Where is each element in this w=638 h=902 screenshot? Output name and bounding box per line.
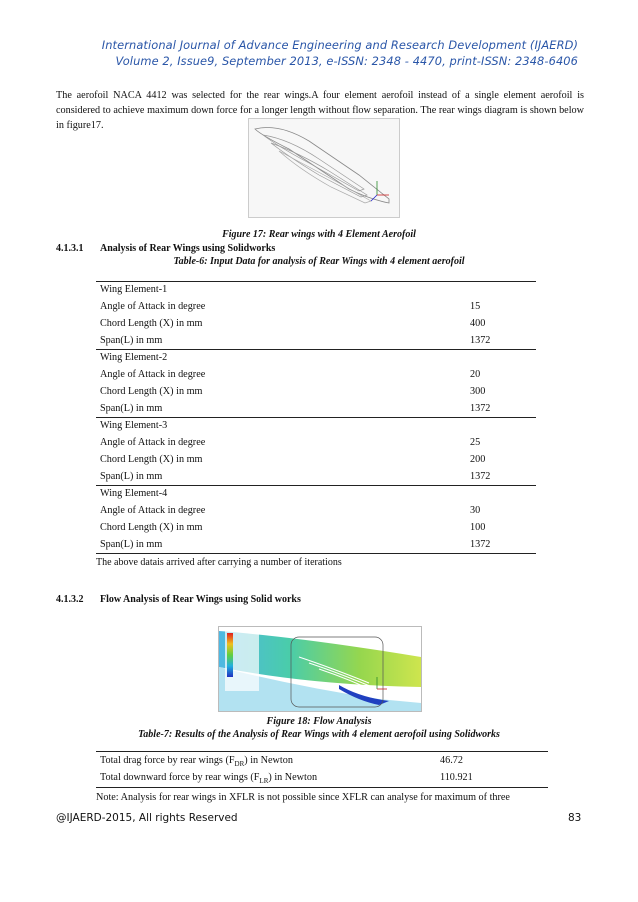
table-row (96, 349, 536, 366)
row-value: 1372 (470, 403, 491, 414)
row-value: 20 (470, 369, 481, 380)
row-value: 46.72 (440, 755, 463, 766)
table-row (96, 298, 536, 315)
row-value: 100 (470, 522, 486, 533)
figure-18-caption: Figure 18: Flow Analysis (266, 716, 372, 727)
journal-volume: Volume 2, Issue9, September 2013, e-ISSN: 2348 - 4470, print-ISSN: 2348-6406 (115, 54, 578, 68)
row-value: 1372 (470, 539, 491, 550)
bottom-note: Note: Analysis for rear wings in XFLR is not possible since XFLR can analyse for maximum of three (96, 792, 510, 803)
group-title: Wing Element-3 (100, 420, 168, 431)
group-title: Wing Element-4 (100, 488, 168, 499)
table-row (96, 366, 536, 383)
row-value: 1372 (470, 471, 491, 482)
section-4132-number: 4.1.3.2 (56, 594, 84, 605)
row-label: Chord Length (X) in mm (100, 386, 203, 397)
row-label: Span(L) in mm (100, 403, 163, 414)
row-label: Angle of Attack in degree (100, 437, 206, 448)
row-label: Angle of Attack in degree (100, 301, 206, 312)
table-row (96, 485, 536, 502)
flow-analysis-plot (219, 627, 421, 711)
row-label: Angle of Attack in degree (100, 369, 206, 380)
rear-wing-diagram (249, 119, 399, 217)
section-4131-title: Analysis of Rear Wings using Solidworks (100, 243, 276, 254)
row-label: Chord Length (X) in mm (100, 318, 203, 329)
row-label: Chord Length (X) in mm (100, 454, 203, 465)
table-row (96, 468, 536, 485)
table-row (96, 400, 536, 417)
table-row (96, 417, 536, 434)
table-row (96, 281, 536, 298)
group-title: Wing Element-2 (100, 352, 168, 363)
row-value: 200 (470, 454, 486, 465)
row-label: Chord Length (X) in mm (100, 522, 203, 533)
row-value: 400 (470, 318, 486, 329)
table-6-note: The above datais arrived after carrying a number of iterations (96, 557, 342, 568)
footer-rights: @IJAERD-2015, All rights Reserved (56, 812, 238, 824)
row-label: Span(L) in mm (100, 471, 163, 482)
row-label: Angle of Attack in degree (100, 505, 206, 516)
table-row (96, 769, 548, 786)
section-4132-title: Flow Analysis of Rear Wings using Solid works (100, 594, 301, 605)
figure-18-image (218, 626, 422, 712)
figure-17-image (248, 118, 400, 218)
row-value: 25 (470, 437, 481, 448)
figure-17-caption: Figure 17: Rear wings with 4 Element Aerofoil (222, 229, 416, 240)
table-row (96, 536, 536, 553)
table-row (96, 519, 536, 536)
table-row (96, 383, 536, 400)
row-value: 15 (470, 301, 481, 312)
table-7-caption: Table-7: Results of the Analysis of Rear Wings with 4 element aerofoil using Solidworks (138, 729, 500, 740)
table-6-bottom-rule (96, 553, 536, 554)
row-label: Total drag force by rear wings $(F_{DR})$ in Newton (100, 755, 293, 769)
row-value: 110.921 (440, 772, 473, 783)
group-title: Wing Element-1 (100, 284, 168, 295)
table-row (96, 502, 536, 519)
intro-paragraph: The aerofoil NACA 4412 was selected for the rear wings.A four element aerofoil instead of a single element aerofoil is considered to achieve maximum down force for a longer length without flow separation. The rear wings diagram is shown below in figure17. (56, 90, 584, 131)
section-4131-number: 4.1.3.1 (56, 243, 84, 254)
row-value: 1372 (470, 335, 491, 346)
page-number: 83 (568, 812, 582, 824)
table-6-caption: Table-6: Input Data for analysis of Rear Wings with 4 element aerofoil (173, 256, 465, 267)
table-row (96, 752, 548, 769)
table-row (96, 332, 536, 349)
row-label: Span(L) in mm (100, 539, 163, 550)
table-row (96, 315, 536, 332)
row-value: 300 (470, 386, 486, 397)
journal-title: International Journal of Advance Engineering and Research Development (IJAERD) (101, 38, 578, 52)
table-7-bottom-rule (96, 787, 548, 788)
table-row (96, 434, 536, 451)
table-row (96, 451, 536, 468)
row-value: 30 (470, 505, 481, 516)
row-label: Total downward force by rear wings $(F_{LR})$ in Newton (100, 772, 318, 786)
row-label: Span(L) in mm (100, 335, 163, 346)
